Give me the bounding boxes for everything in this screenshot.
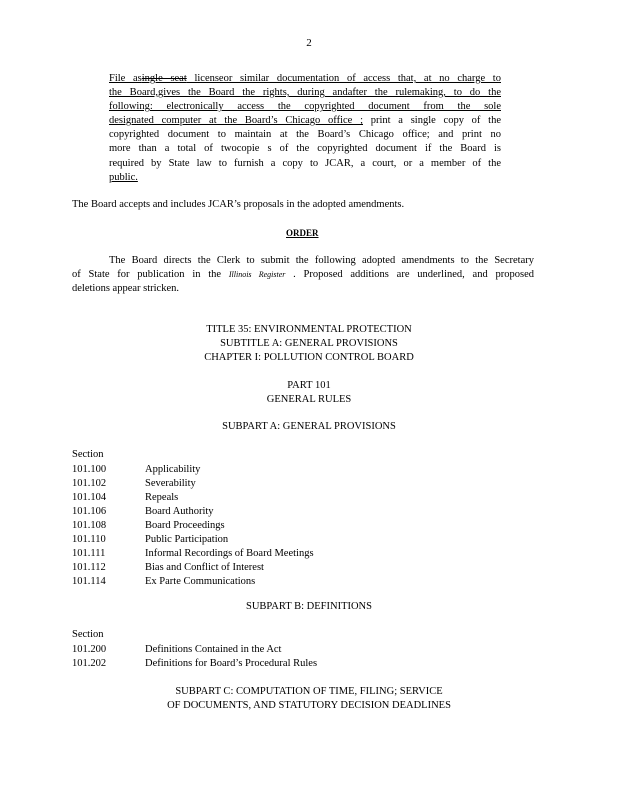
order-paragraph bbox=[72, 254, 534, 296]
section-title: Board Proceedings bbox=[145, 520, 225, 531]
para1-line-1-pre: File as bbox=[109, 73, 142, 84]
section-number: 101.112 bbox=[72, 562, 106, 573]
toc-row bbox=[72, 505, 452, 519]
para1-line-5: copyrighted document to maintain at the Board’s Chicago office; and print no bbox=[109, 129, 501, 141]
subpart-c-heading bbox=[0, 685, 618, 713]
section-number: 101.111 bbox=[72, 548, 106, 559]
section-label-a: Section bbox=[72, 449, 104, 460]
section-number: 101.200 bbox=[72, 644, 107, 655]
section-number: 101.106 bbox=[72, 506, 107, 517]
section-number: 101.102 bbox=[72, 478, 107, 489]
part-title-line: GENERAL RULES bbox=[266, 394, 352, 405]
title-block bbox=[0, 323, 618, 365]
para1-line-4 bbox=[109, 114, 501, 128]
para2-line-1: The Board directs the Clerk to submit the following adopted amendments to the Secretary bbox=[109, 255, 534, 266]
toc-row bbox=[72, 519, 452, 533]
section-title: Public Participation bbox=[145, 534, 229, 545]
section-number: 101.202 bbox=[72, 658, 107, 669]
section-number: 101.114 bbox=[72, 576, 106, 587]
section-title: Definitions for Board’s Procedural Rules bbox=[145, 658, 318, 669]
toc-row bbox=[72, 657, 452, 671]
subpart-c-line-1: SUBPART C: COMPUTATION OF TIME, FILING; SERVICE bbox=[175, 686, 443, 697]
para1-line-4-post: print a single copy of the bbox=[363, 115, 501, 127]
subpart-b-heading: SUBPART B: DEFINITIONS bbox=[246, 601, 372, 612]
subtitle-line: SUBTITLE A: GENERAL PROVISIONS bbox=[220, 338, 398, 349]
title-line: TITLE 35: ENVIRONMENTAL PROTECTION bbox=[206, 324, 412, 335]
subpart-a-heading: SUBPART A: GENERAL PROVISIONS bbox=[222, 421, 396, 432]
illinois-register: Illinois Register bbox=[228, 270, 286, 279]
section-title: Board Authority bbox=[145, 506, 214, 517]
toc-row bbox=[72, 533, 452, 547]
toc-row bbox=[72, 477, 452, 491]
section-title: Informal Recordings of Board Meetings bbox=[145, 548, 314, 559]
toc-subpart-a bbox=[72, 463, 452, 589]
section-title: Bias and Conflict of Interest bbox=[145, 562, 264, 573]
part-line: PART 101 bbox=[287, 380, 331, 391]
accept-statement: The Board accepts and includes JCAR’s proposals in the adopted amendments. bbox=[72, 199, 405, 210]
toc-row bbox=[72, 575, 452, 589]
toc-row bbox=[72, 547, 452, 561]
para1-line-3: following: electronically access the copyrighted document from the sole bbox=[109, 101, 501, 113]
page-number: 2 bbox=[306, 37, 312, 49]
para1-line-2: the Board,gives the Board the rights, during andafter the rulemaking, to do the bbox=[109, 87, 501, 99]
section-number: 101.104 bbox=[72, 492, 107, 503]
para2-line-2 bbox=[72, 268, 534, 282]
para1-line-1 bbox=[109, 72, 501, 86]
chapter-line: CHAPTER I: POLLUTION CONTROL BOARD bbox=[204, 352, 414, 363]
section-title: Repeals bbox=[145, 492, 179, 503]
section-number: 101.100 bbox=[72, 464, 107, 475]
section-label-b: Section bbox=[72, 629, 104, 640]
para2-line-2-post: . Proposed additions are underlined, and proposed bbox=[285, 269, 534, 280]
order-heading: ORDER bbox=[286, 228, 319, 238]
section-title: Applicability bbox=[145, 464, 201, 475]
toc-row bbox=[72, 463, 452, 477]
para1-line-6: more than a total of twocopie s of the copyrighted document if the Board is bbox=[109, 143, 501, 155]
amended-paragraph bbox=[109, 72, 501, 185]
para1-line-8: public. bbox=[109, 171, 138, 183]
toc-row bbox=[72, 643, 452, 657]
subpart-c-line-2: OF DOCUMENTS, AND STATUTORY DECISION DEADLINES bbox=[167, 700, 451, 711]
section-title: Definitions Contained in the Act bbox=[145, 644, 282, 655]
para1-line-7: required by State law to furnish a copy to JCAR, a court, or a member of the bbox=[109, 157, 501, 169]
section-number: 101.108 bbox=[72, 520, 107, 531]
struck-text: ingle seat bbox=[141, 73, 187, 84]
para2-line-3: deletions appear stricken. bbox=[72, 283, 179, 294]
para1-line-1-post: licenseor similar documentation of access that, at no charge to bbox=[186, 73, 501, 84]
toc-row bbox=[72, 561, 452, 575]
toc-subpart-b bbox=[72, 643, 452, 671]
section-title: Severability bbox=[145, 478, 196, 489]
toc-row bbox=[72, 491, 452, 505]
para1-line-4-underlined: designated computer at the Board’s Chicago office ; bbox=[109, 115, 363, 127]
section-title: Ex Parte Communications bbox=[145, 576, 256, 587]
para2-line-2-pre: of State for publication in the bbox=[72, 269, 229, 280]
part-block bbox=[0, 379, 618, 407]
section-number: 101.110 bbox=[72, 534, 106, 545]
